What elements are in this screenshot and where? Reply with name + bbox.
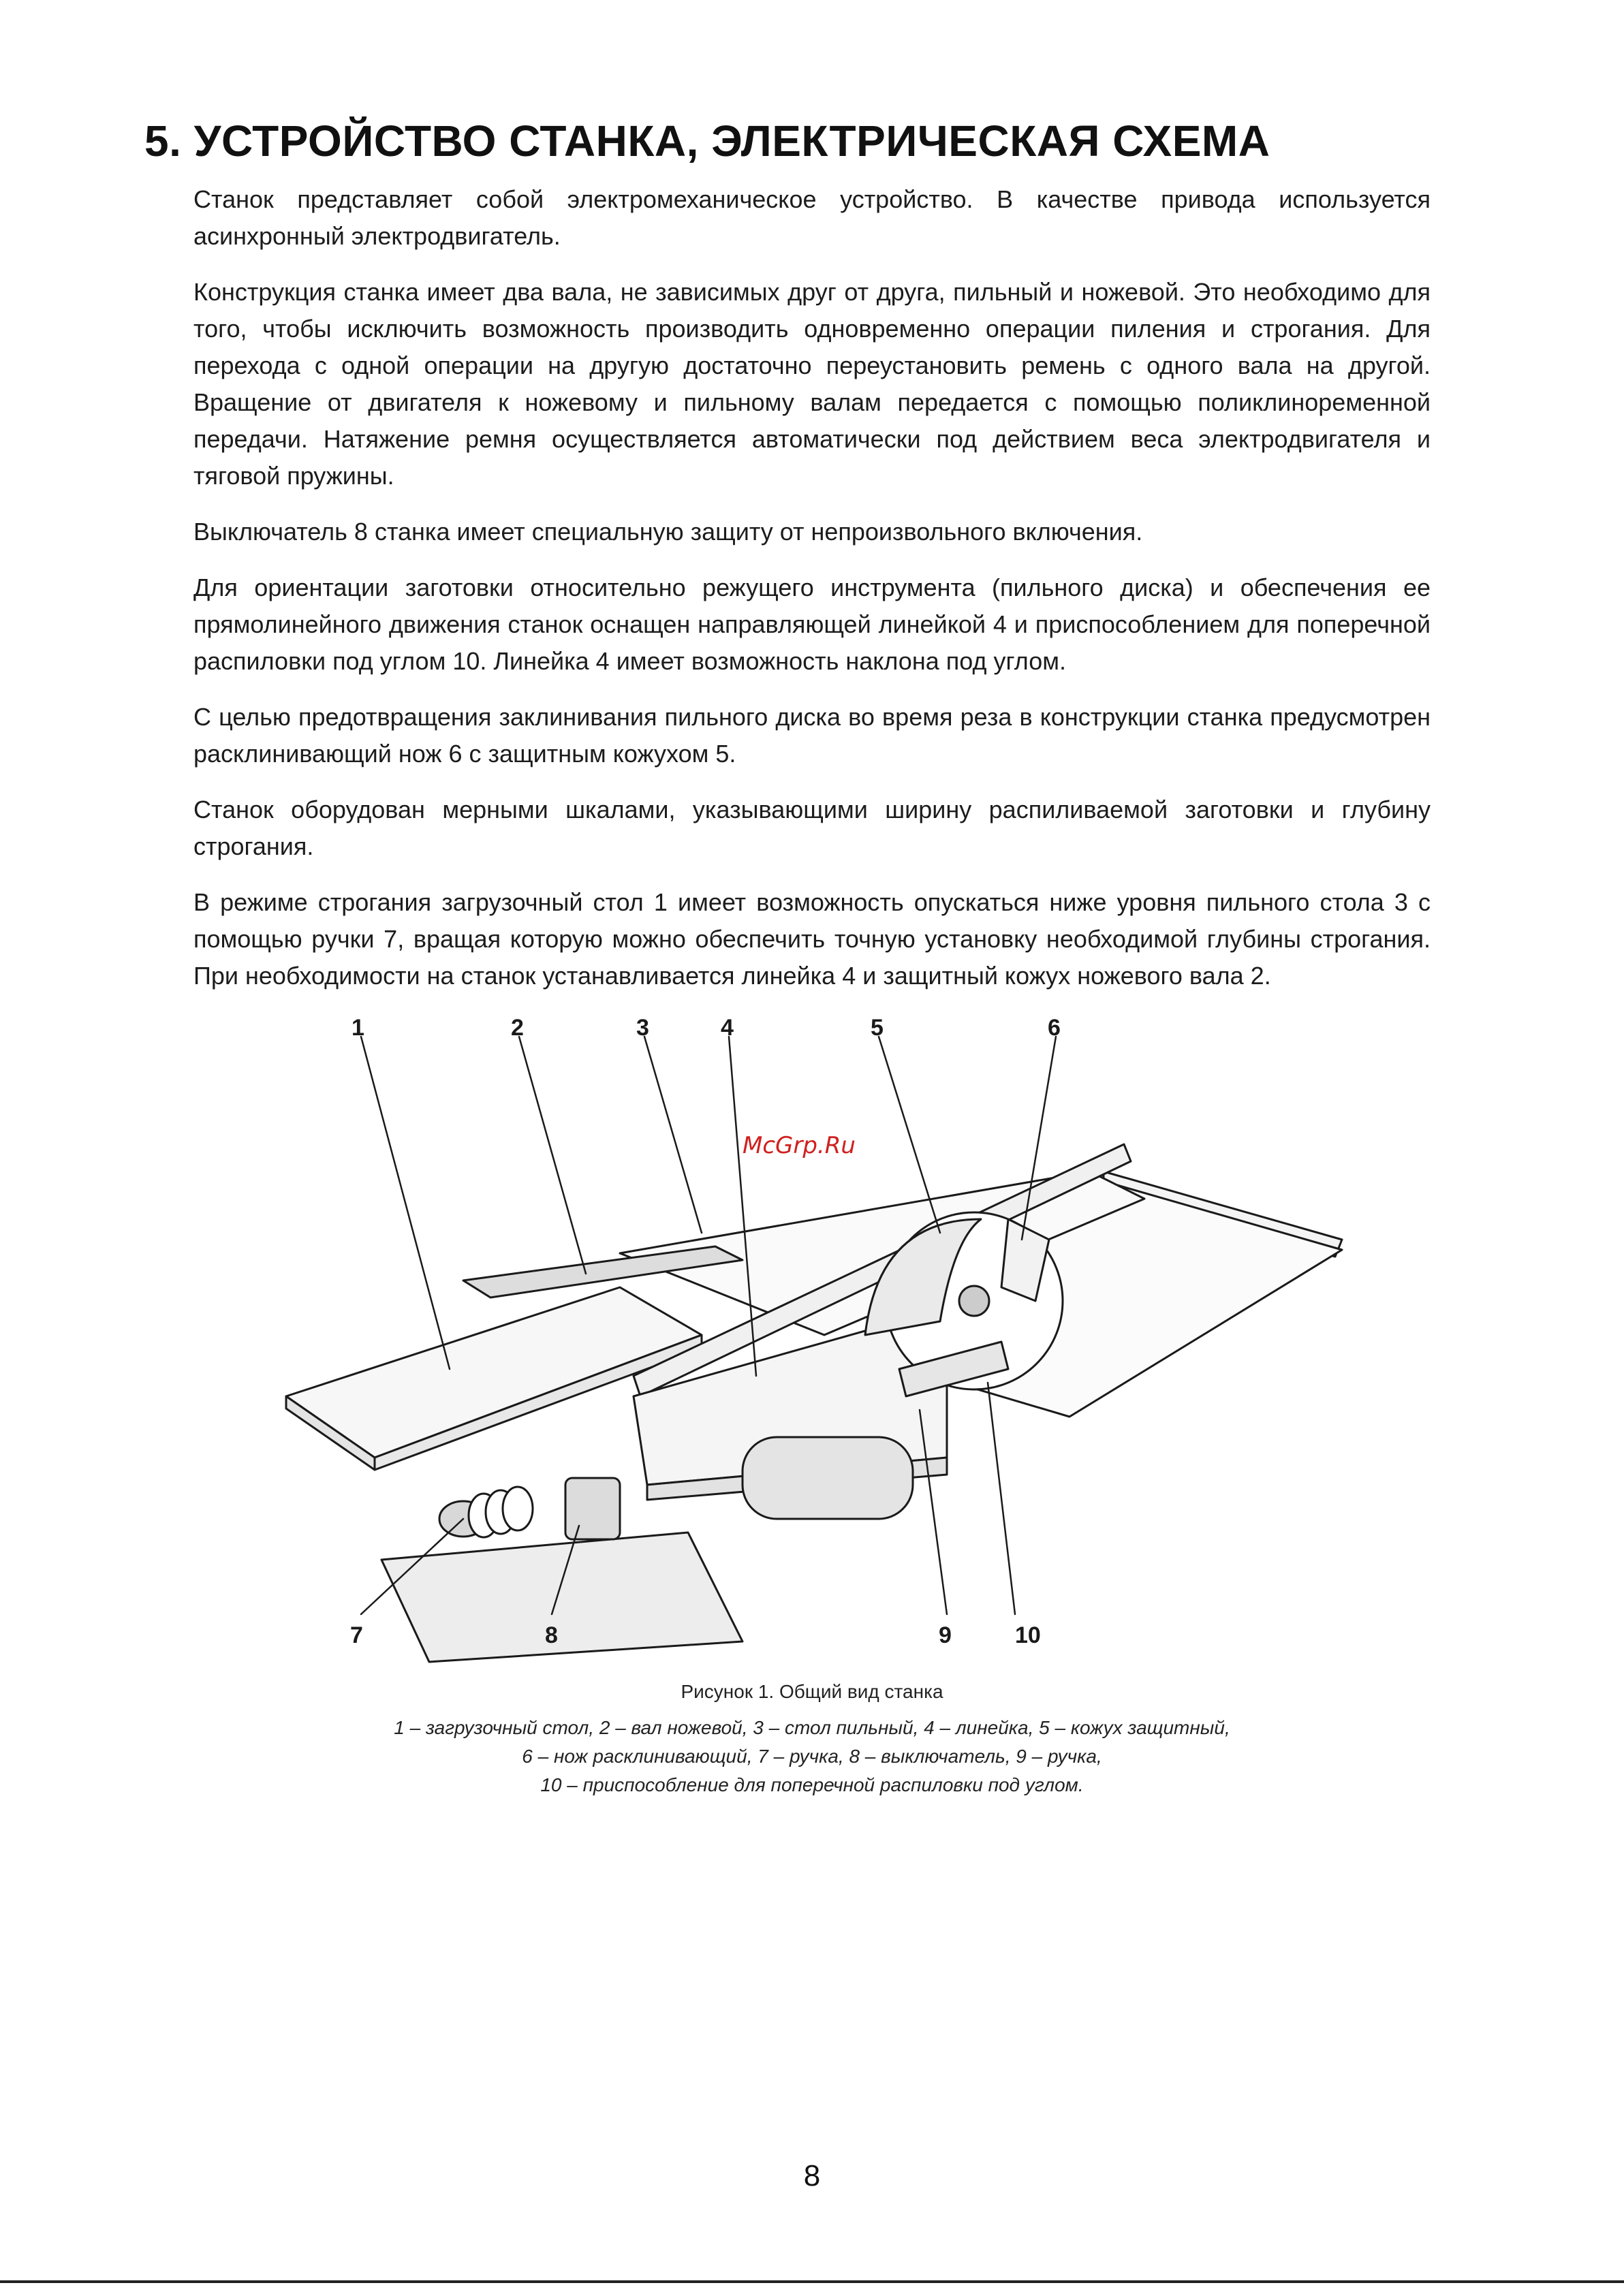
paragraph: Для ориентации заготовки относительно режущего инструмента (пильного диска) и обеспечения ее прямолинейного движения станок оснащен направляющей линейкой 4 и приспособлением для поперечной распиловки под углом 10. Линейка 4 имеет возможность наклона под углом. bbox=[193, 573, 1431, 675]
base-frame bbox=[381, 1532, 743, 1662]
bottom-rule bbox=[0, 2280, 1624, 2283]
power-switch bbox=[565, 1478, 620, 1539]
handle-spring bbox=[439, 1487, 533, 1537]
machine-figure bbox=[266, 1015, 1383, 1669]
callout-label: 3 bbox=[636, 1015, 649, 1041]
callout-label: 1 bbox=[352, 1015, 364, 1041]
callout-label: 7 bbox=[350, 1622, 363, 1648]
callout-label: 5 bbox=[871, 1015, 884, 1041]
paragraph: Станок оборудован мерными шкалами, указывающими ширину распиливаемой заготовки и глубину строгания. bbox=[193, 796, 1431, 860]
figure-legend-line: 1 – загрузочный стол, 2 – вал ножевой, 3 – стол пильный, 4 – линейка, 5 – кожух защитный, bbox=[394, 1717, 1230, 1738]
paragraph: С целью предотвращения заклинивания пильного диска во время реза в конструкции станка предусмотрен расклинивающий нож 6 с защитным кожухом 5. bbox=[193, 703, 1431, 768]
figure-legend-line: 10 – приспособление для поперечной распиловки под углом. bbox=[540, 1774, 1084, 1795]
motor bbox=[743, 1437, 913, 1519]
section-heading: 5. УСТРОЙСТВО СТАНКА, ЭЛЕКТРИЧЕСКАЯ СХЕМА bbox=[144, 116, 1270, 166]
callout-label: 4 bbox=[721, 1015, 734, 1041]
watermark-text: McGrp.Ru bbox=[743, 1132, 856, 1159]
figure-caption: Рисунок 1. Общий вид станка bbox=[681, 1681, 943, 1702]
callout-label: 6 bbox=[1048, 1015, 1061, 1041]
machine-illustration bbox=[266, 1015, 1383, 1669]
paragraph: Конструкция станка имеет два вала, не зависимых друг от друга, пильный и ножевой. Это необходимо для того, чтобы исключить возможность производить одновременно операции пиления и строгания. Для перехода с одной операции на другую достаточно переустановить ремень с одного вала на другой. Вращение от двигателя к ножевому и пильному валам передается с помощью поликлиноременной передачи. Натяжение ремня осуществляется автоматически под действием веса электродвигателя и тяговой пружины. bbox=[193, 278, 1431, 490]
saw-blade-hub bbox=[959, 1286, 989, 1316]
body-text bbox=[193, 181, 1431, 1013]
callout-label: 2 bbox=[511, 1015, 524, 1041]
paragraph: Станок представляет собой электромеханическое устройство. В качестве привода используется асинхронный электродвигатель. bbox=[193, 185, 1431, 250]
paragraph: Выключатель 8 станка имеет специальную защиту от непроизвольного включения. bbox=[193, 518, 1143, 546]
page-number: 8 bbox=[803, 2159, 821, 2192]
callout-label: 9 bbox=[939, 1622, 952, 1648]
paragraph: В режиме строгания загрузочный стол 1 имеет возможность опускаться ниже уровня пильного стола 3 с помощью ручки 7, вращая которую можно обеспечить точную установку необходимой глубины строгания. При необходимости на станок устанавливается линейка 4 и защитный кожух ножевого вала 2. bbox=[193, 888, 1431, 990]
callout-label: 8 bbox=[545, 1622, 558, 1648]
callout-label: 10 bbox=[1015, 1622, 1041, 1648]
figure-legend-line: 6 – нож расклинивающий, 7 – ручка, 8 – выключатель, 9 – ручка, bbox=[522, 1746, 1102, 1767]
